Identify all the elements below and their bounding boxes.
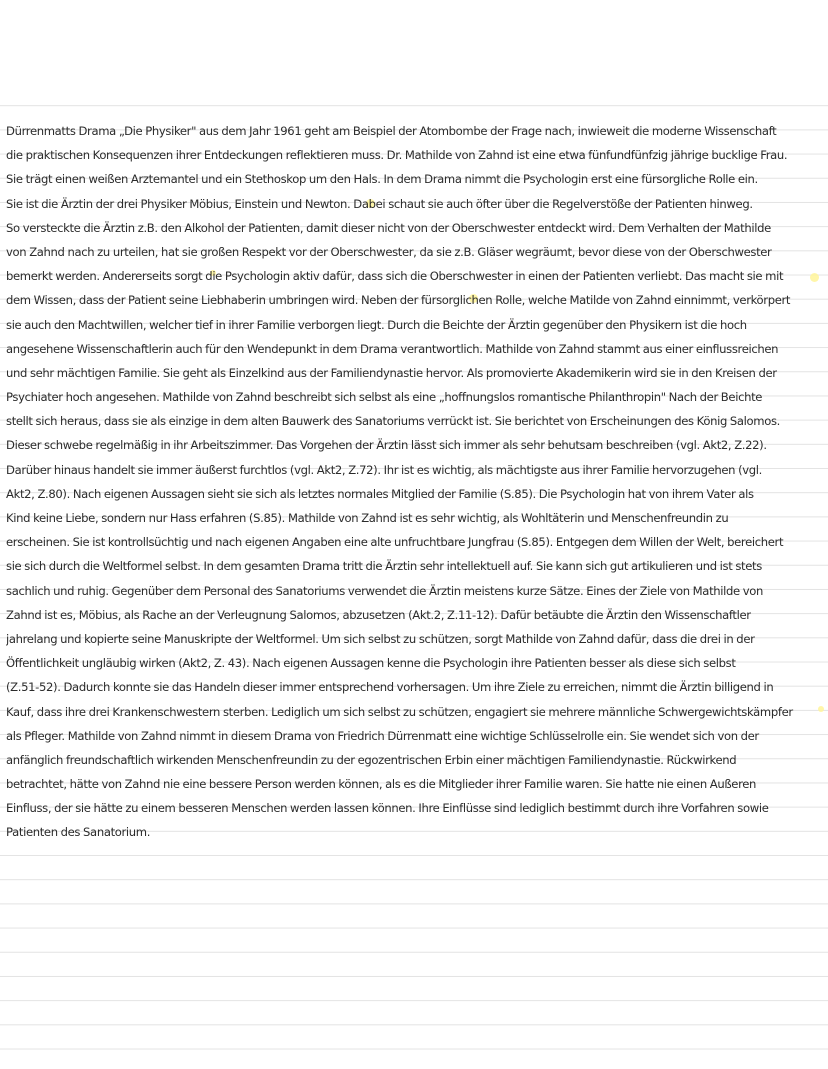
essay-line: anfänglich freundschaftlich wirkenden Menschenfreundin zu der egozentrischen Erbin einer mächtigen Familiendynastie. Rückwirkend [6,752,737,767]
essay-line: jahrelang und kopierte seine Manuskripte der Weltformel. Um sich selbst zu schützen, sorgt Mathilde von Zahnd dafür, dass die drei in der [6,631,755,646]
essay-line: die praktischen Konsequenzen ihrer Entdeckungen reflektieren muss. Dr. Mathilde von Zahnd ist eine etwa fünfundfünfzig jährige bucklige Frau. [6,148,788,163]
essay-line: angesehene Wissenschaftlerin auch für den Wendepunkt in dem Drama verantwortlich. Mathilde von Zahnd stammt aus einer einflussreichen [6,341,779,356]
essay-line: Akt2, Z.80). Nach eigenen Aussagen sieht sie sich als letztes normales Mitglied der Familie (S.85). Die Psychologin hat von ihrem Vater als [6,486,754,501]
handwritten-essay [6,119,820,845]
essay-line: dem Wissen, dass der Patient seine Liebhaberin umbringen wird. Neben der fürsorglichen Rolle, welche Matilde von Zahnd einnimmt, verkörpert [6,293,791,308]
page-top-margin [0,0,828,105]
essay-line: Dürrenmatts Drama „Die Physiker" aus dem Jahr 1961 geht am Beispiel der Atombombe der Frage nach, inwieweit die moderne Wissenschaft [6,124,777,138]
essay-line: von Zahnd nach zu urteilen, hat sie großen Respekt vor der Oberschwester, da sie z.B. Gläser wegräumt, bevor diese von der Oberschwester [6,244,772,259]
essay-line: und sehr mächtigen Familie. Sie geht als Einzelkind aus der Familiendynastie hervor. Als promovierte Akademikerin wird sie in den Kreisen der [6,365,777,380]
essay-line: sie sich durch die Weltformel selbst. In dem gesamten Drama tritt die Ärztin sehr intellektuell auf. Sie kann sich gut artikulieren und ist stets [6,559,762,574]
essay-line: als Pfleger. Mathilde von Zahnd nimmt in diesem Drama von Friedrich Dürrenmatt eine wichtige Schlüsselrolle ein. Sie wendet sich von der [6,728,759,743]
essay-line: Psychiater hoch angesehen. Mathilde von Zahnd beschreibt sich selbst als eine „hoffnungslos romantische Philanthropin" Nach der Beichte [6,390,763,405]
essay-line: Zahnd ist es, Möbius, als Rache an der Verleugnung Salomos, abzusetzen (Akt.2, Z.11-12). Dafür betäubte die Ärztin den Wissenschaftler [6,607,751,622]
essay-line: Öffentlichkeit ungläubig wirken (Akt2, Z. 43). Nach eigenen Aussagen kenne die Psychologin ihre Patienten besser als diese sich selbst [6,656,736,671]
essay-line: Sie trägt einen weißen Arztemantel und ein Stethoskop um den Hals. In dem Drama nimmt die Psychologin erst eine fürsorgliche Rolle ein. [6,172,758,187]
essay-line: Kauf, dass ihre drei Krankenschwestern sterben. Lediglich um sich selbst zu schützen, engagiert sie mehrere männliche Schwergewichtskämpfer [6,704,793,719]
essay-line: stellt sich heraus, dass sie als einzige in dem alten Bauwerk des Sanatoriums verrückt ist. Sie berichtet von Erscheinungen des König Salomos. [6,414,780,429]
essay-line: betrachtet, hätte von Zahnd nie eine bessere Person werden können, als es die Mitglieder ihrer Familie waren. Sie hatte nie einen Außeren [6,777,757,792]
essay-line: Sie ist die Ärztin der drei Physiker Möbius, Einstein und Newton. Dabei schaut sie auch öfter über die Regelverstöße der Patienten hinweg. [6,196,753,211]
essay-line: Einfluss, der sie hätte zu einem besseren Menschen werden lassen können. Ihre Einflüsse sind lediglich bestimmt durch ihre Vorfahren sowie [6,801,769,816]
essay-line: Patienten des Sanatorium. [6,825,151,840]
essay-line: Kind keine Liebe, sondern nur Hass erfahren (S.85). Mathilde von Zahnd ist es sehr wichtig, als Wohltäterin und Menschenfreundin zu [6,511,729,525]
essay-line: sachlich und ruhig. Gegenüber dem Personal des Sanatoriums verwendet die Ärztin meistens kurze Sätze. Eines der Ziele von Mathilde von [6,583,763,598]
essay-line: sie auch den Machtwillen, welcher tief in ihrer Familie verborgen liegt. Durch die Beichte der Ärztin gegenüber den Physikern ist die hoch [6,317,747,332]
essay-line: So versteckte die Ärztin z.B. den Alkohol der Patienten, damit dieser nicht von der Oberschwester entdeckt wird. Dem Verhalten der Mathilde [6,220,771,235]
essay-line: bemerkt werden. Andererseits sorgt die Psychologin aktiv dafür, dass sich die Oberschwester in einen der Patienten verliebt. Das macht sie mit [6,269,784,284]
essay-line: Dieser schwebe regelmäßig in ihr Arbeitszimmer. Das Vorgehen der Ärztin lässt sich immer als sehr behutsam beschreiben (vgl. Akt2, Z.22). [6,438,767,453]
essay-line: erscheinen. Sie ist kontrollsüchtig und nach eigenen Angaben eine alte unfruchtbare Jungfrau (S.85). Entgegen dem Willen der Welt, bereichert [6,535,784,550]
essay-line: (Z.51-52). Dadurch konnte sie das Handeln dieser immer entsprechend vorhersagen. Um ihre Ziele zu erreichen, nimmt die Ärztin billigend in [6,680,774,695]
essay-line: Darüber hinaus handelt sie immer äußerst furchtlos (vgl. Akt2, Z.72). Ihr ist es wichtig, als mächtigste aus ihrer Familie hervorzugehen (vgl. [6,462,763,477]
